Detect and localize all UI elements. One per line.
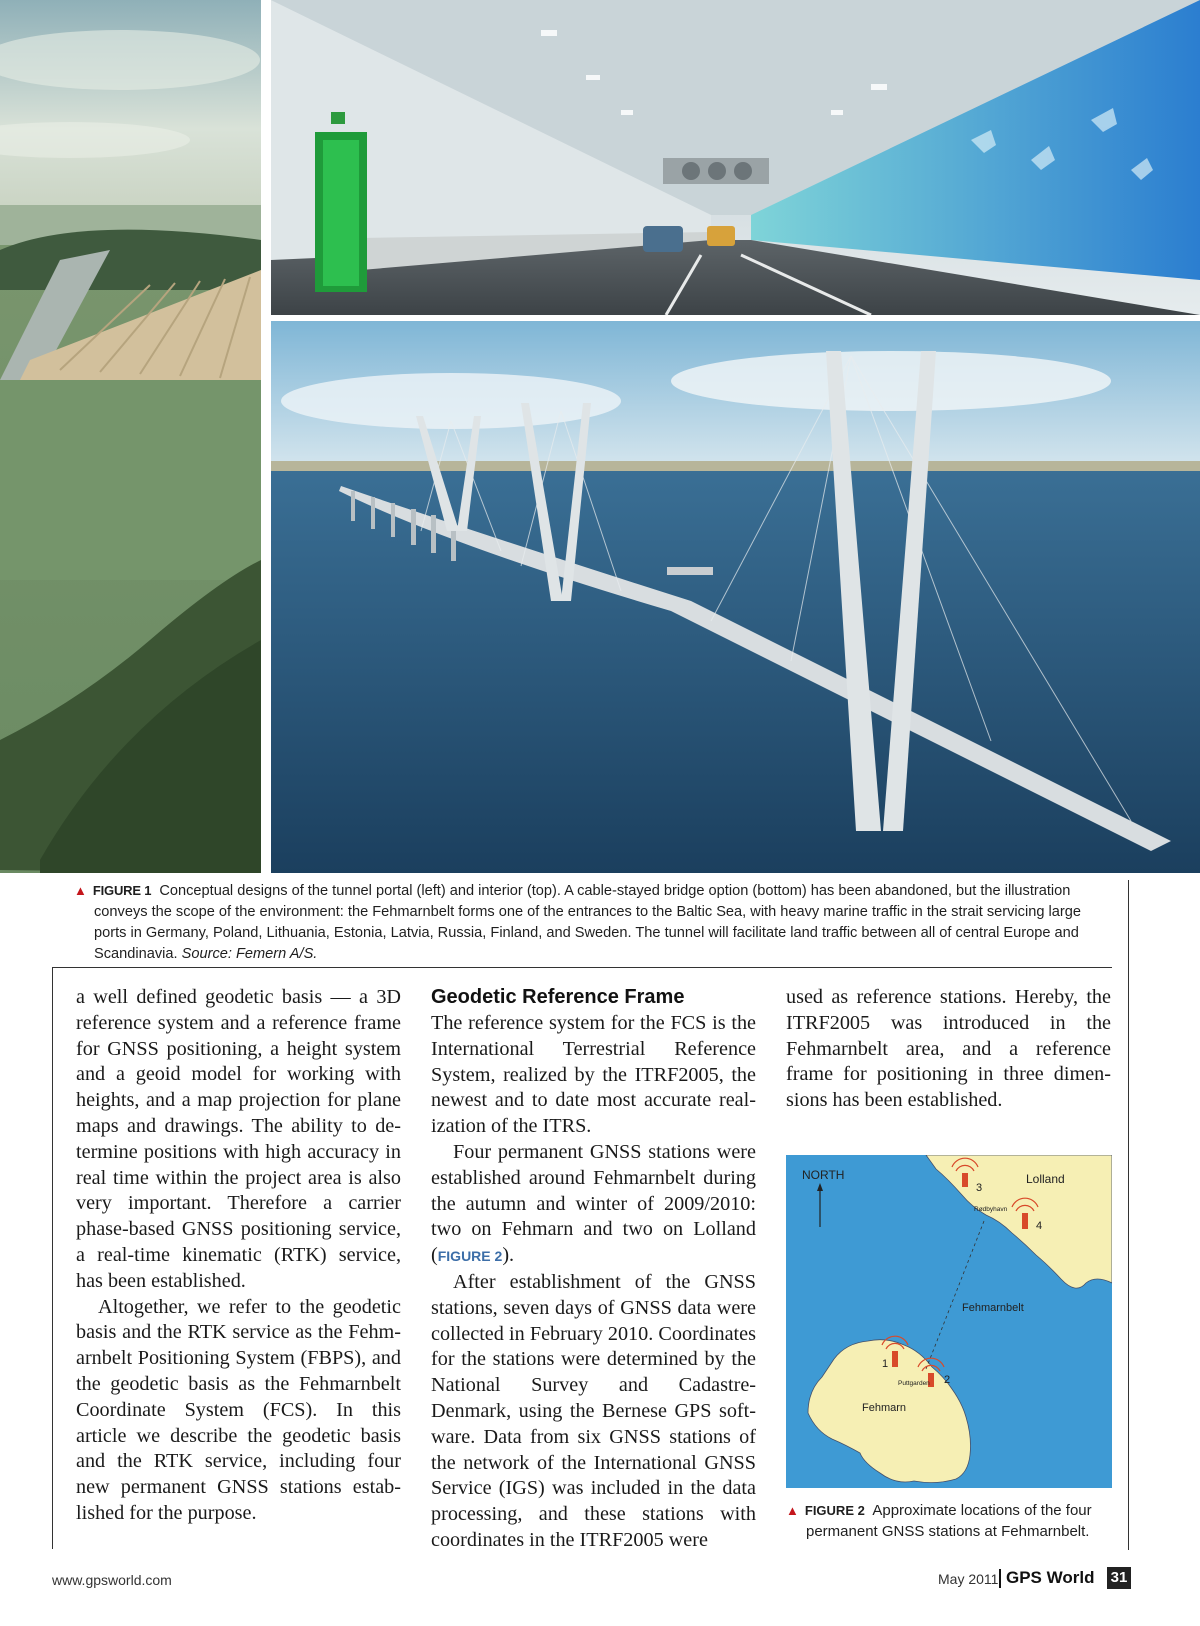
caption-divider	[52, 967, 1112, 968]
column-rule-right	[1128, 880, 1129, 1550]
figure-1-caption-text: Conceptual designs of the tunnel portal (left) and interior (top). A cable-stayed bridge option (bottom) has been abandoned, but the illustration conveys the scope of the environment: the Fehmarnbelt forms one of the entrances to the Baltic Sea, with heavy marine traffic in the strait servicing large ports in Germany, Poland, Lithuania, Estonia, Latvia, Russia, Finland, and Sweden. The tunnel will facilitate land traffic between all of central Europe and Scandinavia.	[94, 883, 1081, 962]
caption-triangle-icon: ▲	[786, 1503, 799, 1518]
puttgarden-label: Puttgarden	[898, 1380, 930, 1387]
station-4-label: 4	[1036, 1220, 1043, 1232]
footer-separator	[999, 1569, 1001, 1588]
paragraph	[431, 1140, 756, 1270]
tunnel-portal-image	[0, 0, 261, 873]
paragraph-text: Four permanent GNSS stations were established around Fehmarnbelt during the autumn and winter of 2009/2010: two on Fehmarn and two on Lolland (	[431, 1140, 756, 1267]
figure-1-caption	[74, 880, 1112, 965]
column-rule-left	[52, 967, 53, 1549]
figure-1-source: Source: Femern A/S.	[181, 946, 318, 962]
article-column-3	[786, 985, 1111, 1114]
paragraph: After establishment of the GNSS stations, seven days of GNSS data were collected in February 2010. Coordinates for the stations were determined by the National Survey and Cadastre-Denmark, using the Bernese GPS software. Data from six GNSS stations of the network of the International GNSS Service (IGS) was included in the data processing, and these stations with coordinates in the ITRF2005 were	[431, 1270, 756, 1551]
fehmarnbelt-label: Fehmarnbelt	[962, 1302, 1024, 1314]
figure-2-caption-line-1: Approximate locations of the four	[872, 1502, 1092, 1519]
paragraph: Altogether, we refer to the geodetic basis and the RTK service as the Fehmarnbelt Positioning System (FBPS), and the geodetic basis as the Fehmarnbelt Coordinate System (FCS). In this article we describe the geodetic basis and the RTK service, including four new permanent GNSS stations established for the purpose.	[76, 1295, 401, 1524]
lolland-label: Lolland	[1026, 1172, 1065, 1186]
tunnel-interior-image	[271, 0, 1200, 315]
rodbyhavn-label: Rødbyhavn	[974, 1206, 1008, 1213]
article-column-1	[76, 985, 401, 1527]
figure-1-label: FIGURE 1	[92, 883, 152, 898]
fehmarn-label: Fehmarn	[862, 1402, 907, 1414]
footer-issue-date: May 2011	[938, 1571, 999, 1587]
figure-2-caption	[786, 1500, 1116, 1542]
paragraph-text: ).	[502, 1244, 515, 1267]
caption-triangle-icon: ▲	[74, 883, 87, 898]
north-label: NORTH	[802, 1168, 845, 1182]
station-3-label: 3	[976, 1182, 983, 1194]
figure-2-reference-link[interactable]: FIGURE 2	[437, 1248, 503, 1265]
footer-url[interactable]: www.gpsworld.com	[52, 1572, 172, 1588]
figure-2-label: FIGURE 2	[804, 1503, 865, 1518]
article-column-2	[431, 985, 756, 1554]
footer-publication-name: GPS World	[1006, 1568, 1095, 1587]
paragraph: a well defined geodetic basis — a 3D reference system and a reference frame for GNSS positioning, a height system and a geoid model for working with heights, and a map projection for plane maps and drawings. The ability to determine positions with high accuracy in real time within the project area is also very important. Therefore a carrier phase-based GNSS positioning service, a real-time kinematic (RTK) service, has been established.	[76, 986, 401, 1292]
section-heading: Geodetic Reference Frame	[431, 986, 685, 1008]
fehmarnbelt-station-map	[786, 1155, 1112, 1488]
station-1-label: 1	[882, 1358, 889, 1370]
station-2-label: 2	[944, 1374, 951, 1386]
paragraph: The reference system for the FCS is the International Terrestrial Reference System, realized by the ITRF2005, the newest and to date most accurate realization of the ITRS.	[431, 1012, 756, 1138]
paragraph: used as reference stations. Hereby, the ITRF2005 was introduced in the Fehmarnbelt area, and a reference frame for positioning in three dimensions has been established.	[786, 986, 1111, 1112]
figure-2-caption-line-2: permanent GNSS stations at Fehmarnbelt.	[806, 1523, 1090, 1540]
page-number: 31	[1107, 1567, 1131, 1589]
bridge-option-image	[271, 321, 1200, 873]
